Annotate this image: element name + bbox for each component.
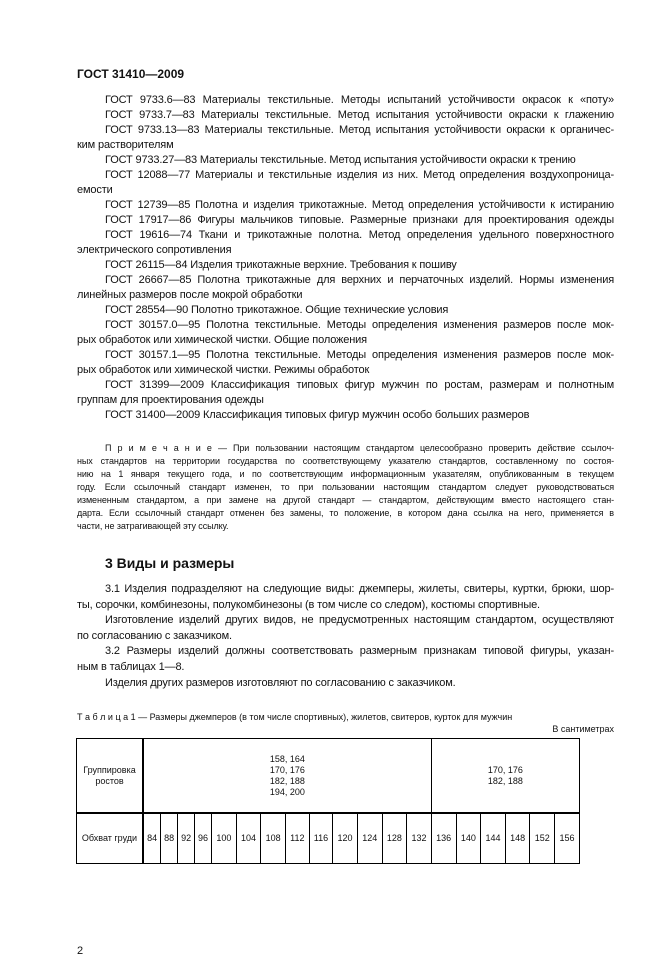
chest-size-cell: 140 <box>456 813 481 864</box>
chest-size-cell: 136 <box>431 813 456 864</box>
text-line: электрического сопротивления <box>77 244 232 256</box>
chest-size-cell: 116 <box>309 813 333 864</box>
text-line: ГОСТ 9733.13—83 Материалы текстильные. Метод испытания устойчивости окраски к органичес- <box>105 124 614 136</box>
text-line: году. Если ссылочный стандарт изменен, то при пользовании настоящим стандартом следует руководствоваться <box>77 482 614 492</box>
text-line: ким растворителям <box>77 139 174 151</box>
text-line: по согласованию с заказчиком. <box>77 629 232 642</box>
section-body <box>77 582 614 691</box>
text-line: Изготовление изделий других видов, не предусмотренных настоящим стандартом, осуществляют <box>105 614 614 627</box>
text-line: ГОСТ 30157.0—95 Полотна текстильные. Методы определения изменения размеров после мок- <box>105 319 614 331</box>
text-line: нию на 1 января текущего года, и по соответствующим информационным указателям, опубликованным в текущем <box>77 469 614 479</box>
row-label-chest: Обхват груди <box>77 813 144 864</box>
text-line: ГОСТ 12088—77 Материалы и текстильные изделия из них. Метод определения воздухопроница- <box>105 169 614 181</box>
chest-size-cell: 152 <box>530 813 555 864</box>
height-group-2: 170, 176 182, 188 <box>431 739 579 814</box>
chest-size-cell: 100 <box>212 813 237 864</box>
text-line: рых обработок или химической чистки. Общие положения <box>77 334 367 346</box>
text-line: ГОСТ 12739—85 Полотна и изделия трикотажные. Метод определения устойчивости к истиранию <box>105 199 614 211</box>
text-line: ГОСТ 26115—84 Изделия трикотажные верхние. Требования к пошиву <box>105 259 457 271</box>
text-line: линейных размеров после мокрой обработки <box>77 289 303 301</box>
text-line: группам для проектирования одежды <box>77 394 264 406</box>
text-line: рых обработок или химической чистки. Режимы обработок <box>77 364 370 376</box>
chest-size-cell: 88 <box>161 813 178 864</box>
text-line: ты, сорочки, комбинезоны, полукомбинезоны (в том числе со следом), костюмы спортивные. <box>77 598 540 611</box>
chest-size-cell: 156 <box>555 813 580 864</box>
document-header: ГОСТ 31410—2009 <box>77 67 185 81</box>
chest-size-cell: 112 <box>285 813 309 864</box>
text-line: ГОСТ 31400—2009 Классификация типовых фигур мужчин особо больших размеров <box>105 409 530 421</box>
section-heading: 3 Виды и размеры <box>105 555 235 571</box>
chest-size-cell: 144 <box>481 813 506 864</box>
table-row <box>77 739 580 814</box>
text-line: ГОСТ 26667—85 Полотна трикотажные для верхних и перчаточных изделий. Нормы изменения <box>105 274 614 286</box>
text-line: дарта. Если ссылочный стандарт отменен без замены, то положение, в котором дана ссылка на него, применяется в <box>77 508 614 518</box>
table-caption: Т а б л и ц а 1 — Размеры джемперов (в том числе спортивных), жилетов, свитеров, курток для мужчин <box>77 712 513 723</box>
chest-size-cell: 108 <box>261 813 286 864</box>
chest-size-cell: 128 <box>382 813 407 864</box>
text-line: 3.2 Размеры изделий должны соответствовать размерным признакам типовой фигуры, указан- <box>105 645 614 658</box>
chest-size-cell: 84 <box>143 813 161 864</box>
row-label-height-group: Группировка ростов <box>77 739 144 814</box>
text-line: ГОСТ 9733.6—83 Материалы текстильные. Методы испытаний устойчивости окрасок к «поту» <box>105 94 614 106</box>
note-paragraph <box>77 442 614 533</box>
table-row <box>77 813 580 864</box>
text-line: ным в таблицах 1—8. <box>77 660 185 673</box>
chest-size-cell: 92 <box>178 813 195 864</box>
chest-size-cell: 96 <box>195 813 212 864</box>
size-table <box>76 738 580 864</box>
text-line: ГОСТ 9733.27—83 Материалы текстильные. Метод испытания устойчивости окраски к трению <box>105 154 576 166</box>
text-line: измененным стандартом, а при замене на другой стандарт — стандартом, действующим вместо настоящего стан- <box>77 495 614 505</box>
height-group-1: 158, 164 170, 176 182, 188 194, 200 <box>143 739 431 814</box>
text-line: ГОСТ 19616—74 Ткани и трикотажные полотна. Метод определения удельного поверхностного <box>105 229 614 241</box>
page-number: 2 <box>77 945 84 958</box>
text-line: ных стандартов на территории государства по соответствующему указателю стандартов, составленному по состоя- <box>77 456 614 466</box>
text-line: 3.1 Изделия подразделяют на следующие виды: джемперы, жилеты, свитеры, куртки, брюки, шор- <box>105 583 614 595</box>
text-line: П р и м е ч а н и е — При пользовании настоящим стандартом целесообразно проверить действие ссылоч- <box>105 443 614 453</box>
text-line: емости <box>77 184 113 196</box>
text-line: ГОСТ 17917—86 Фигуры мальчиков типовые. Размерные признаки для проектирования одежды <box>105 214 614 226</box>
chest-size-cell: 124 <box>357 813 382 864</box>
chest-size-cell: 104 <box>236 813 261 864</box>
normative-references <box>77 93 614 423</box>
text-line: ГОСТ 28554—90 Полотно трикотажное. Общие технические условия <box>105 304 449 316</box>
text-line: ГОСТ 9733.7—83 Материалы текстильные. Метод испытания устойчивости окраски к глажению <box>105 109 614 121</box>
text-line: Изделия других размеров изготовляют по согласованию с заказчиком. <box>105 676 456 689</box>
chest-size-cell: 120 <box>333 813 358 864</box>
text-line: ГОСТ 30157.1—95 Полотна текстильные. Методы определения изменения размеров после мок- <box>105 349 614 361</box>
chest-size-cell: 148 <box>505 813 530 864</box>
chest-size-cell: 132 <box>407 813 432 864</box>
text-line: ГОСТ 31399—2009 Классификация типовых фигур мужчин по ростам, размерам и полнотным <box>105 379 614 391</box>
table-units: В сантиметрах <box>552 724 614 735</box>
text-line: части, не затрагивающей эту ссылку. <box>77 521 229 531</box>
